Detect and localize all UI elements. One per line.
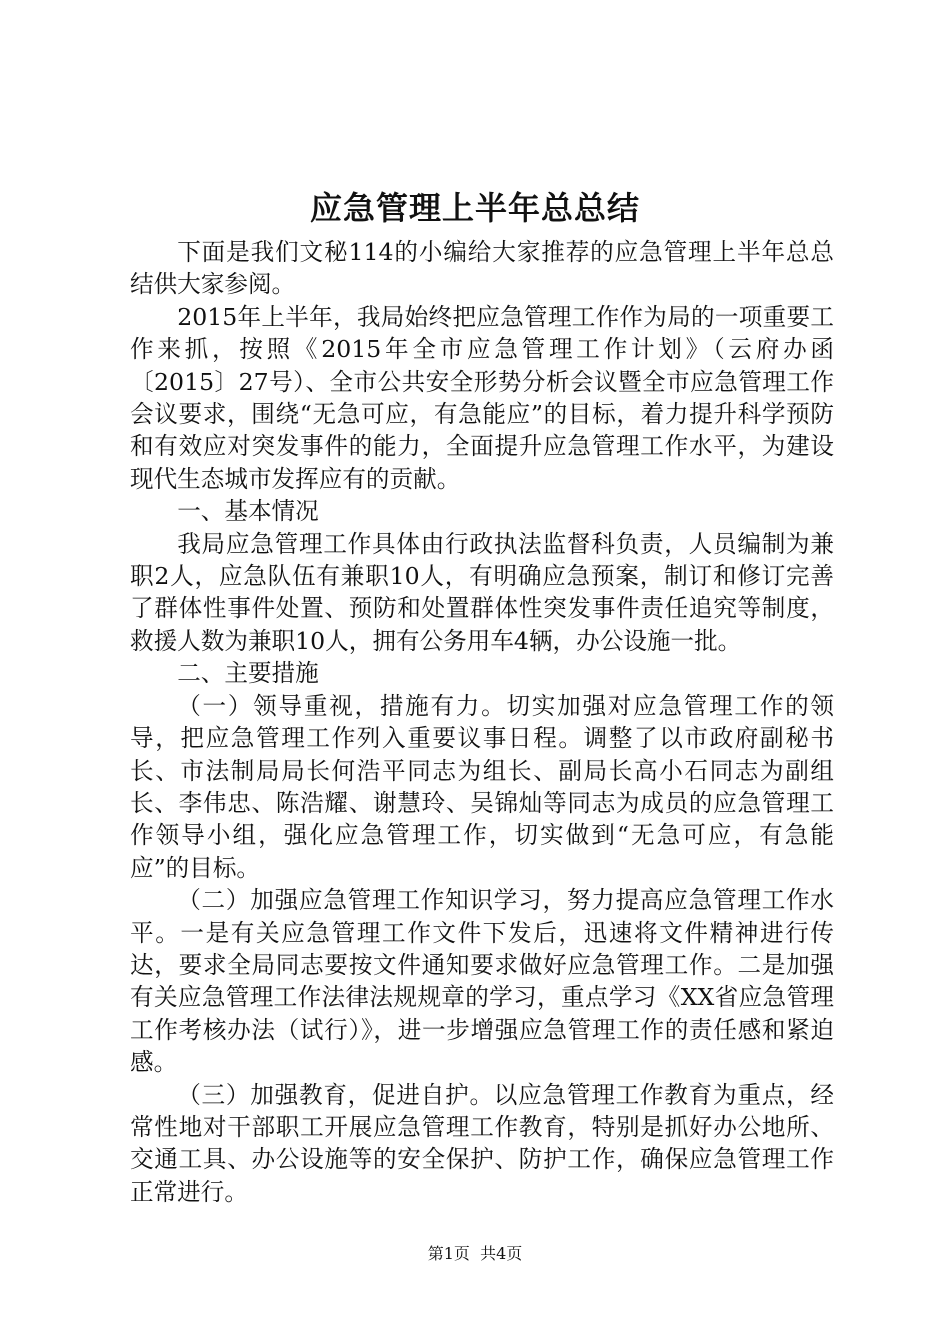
document-body: [130, 236, 834, 1208]
section-heading-main-measures: 二、主要措施: [177, 659, 319, 688]
paragraph-overview: 2015年上半年，我局始终把应急管理工作作为局的一项重要工作来抓，按照《2015年全市应急管理工作计划》（云府办函〔2015〕27号）、全市公共安全形势分析会议暨全市应急管理工作会议要求，围绕“无急可应，有急能应”的目标，着力提升科学预防和有效应对突发事件的能力，全面提升应急管理工作水平，为建设现代生态城市发挥应有的贡献。: [130, 302, 834, 493]
page-total: 共4页: [480, 1244, 523, 1263]
page-title: 应急管理上半年总总结: [309, 189, 640, 227]
page-number: 第1页: [427, 1244, 470, 1263]
page-footer: [0, 1244, 950, 1264]
section-heading-basic-situation: 一、基本情况: [177, 497, 319, 526]
paragraph-measure-3: （三）加强教育，促进自护。以应急管理工作教育为重点，经常性地对干部职工开展应急管理工作教育，特别是抓好办公地所、交通工具、办公设施等的安全保护、防护工作，确保应急管理工作正常进行。: [130, 1080, 834, 1206]
paragraph-basic-situation: 我局应急管理工作具体由行政执法监督科负责，人员编制为兼职2人，应急队伍有兼职10人，有明确应急预案，制订和修订完善了群体性事件处置、预防和处置群体性突发事件责任追究等制度，救援人数为兼职10人，拥有公务用车4辆，办公设施一批。: [130, 529, 834, 655]
paragraph-measure-2: （二）加强应急管理工作知识学习，努力提高应急管理工作水平。一是有关应急管理工作文件下发后，迅速将文件精神进行传达，要求全局同志要按文件通知要求做好应急管理工作。二是加强有关应急管理工作法律法规规章的学习，重点学习《XX省应急管理工作考核办法（试行）》，进一步增强应急管理工作的责任感和紧迫感。: [130, 886, 834, 1077]
paragraph-intro: 下面是我们文秘114的小编给大家推荐的应急管理上半年总总结供大家参阅。: [130, 238, 834, 299]
paragraph-measure-1: （一）领导重视，措施有力。切实加强对应急管理工作的领导，把应急管理工作列入重要议事日程。调整了以市政府副秘书长、市法制局局长何浩平同志为组长、副局长高小石同志为副组长、李伟忠、陈浩耀、谢慧玲、吴锦灿等同志为成员的应急管理工作领导小组，强化应急管理工作，切实做到“无急可应，有急能应”的目标。: [130, 691, 834, 882]
